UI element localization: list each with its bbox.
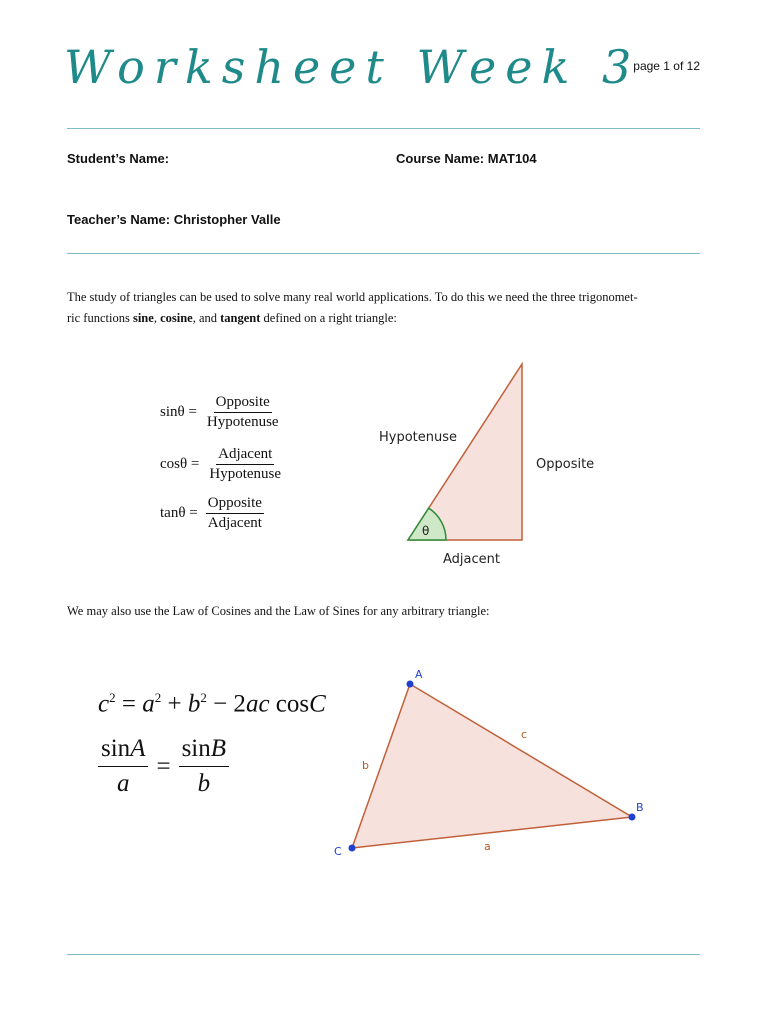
cosine-formula: cosθ = $\frac{\text{Adjacent}}{\text{Hypotenuse}}$	[160, 446, 282, 482]
side-a-label: a	[484, 840, 491, 853]
divider-top	[67, 128, 700, 129]
right-triangle-figure	[370, 355, 620, 575]
vertex-c-point	[349, 845, 356, 852]
divider-middle	[67, 253, 700, 254]
term-tangent: tangent	[220, 311, 261, 325]
law-of-sines: $\frac{\sin A}{a}$ = $\frac{\sin B}{b}$	[98, 735, 229, 798]
adjacent-label: Adjacent	[443, 552, 500, 567]
teacher-name-label: Teacher’s Name: Christopher Valle	[67, 212, 281, 227]
page-number: page 1 of 12	[633, 59, 700, 73]
term-sine: sine	[132, 311, 154, 325]
vertex-b-point	[629, 814, 636, 821]
vertex-b-label: B	[636, 801, 644, 814]
vertex-c-label: C	[334, 845, 342, 858]
course-name-label: Course Name: MAT104	[396, 151, 537, 166]
sine-formula: sinθ = $\frac{\text{Opposite}}{\text{Hypotenuse}}$	[160, 394, 279, 430]
divider-bottom	[67, 954, 700, 955]
arbitrary-triangle-figure	[320, 660, 660, 865]
side-b-label: b	[362, 759, 369, 772]
student-name-label: Student’s Name:	[67, 151, 170, 166]
vertex-a-point	[407, 681, 414, 688]
page-title: Worksheet Week 3	[64, 40, 641, 94]
intro-paragraph	[67, 287, 703, 329]
vertex-a-label: A	[415, 668, 423, 681]
intro-line-1: The study of triangles can be used to solve many real world applications. To do this we need the three trigonomet-	[67, 290, 638, 304]
side-c-label: c	[521, 728, 528, 741]
law-of-cosines: $c^2 = a^2 + b^2 - 2ac$ cosC	[98, 690, 326, 718]
hypotenuse-label: Hypotenuse	[379, 430, 458, 445]
laws-intro: We may also use the Law of Cosines and the Law of Sines for any arbitrary triangle:	[67, 604, 490, 618]
intro-line-2: ric functions sine, cosine, and tangent defined on a right triangle:	[67, 311, 397, 325]
arbitrary-triangle-shape	[352, 684, 632, 848]
term-cosine: cosine	[160, 311, 193, 325]
tangent-formula: tanθ = $\frac{\text{Opposite}}{\text{Adjacent}}$	[160, 495, 262, 531]
opposite-label: Opposite	[536, 457, 595, 472]
angle-theta-label: θ	[422, 524, 430, 538]
